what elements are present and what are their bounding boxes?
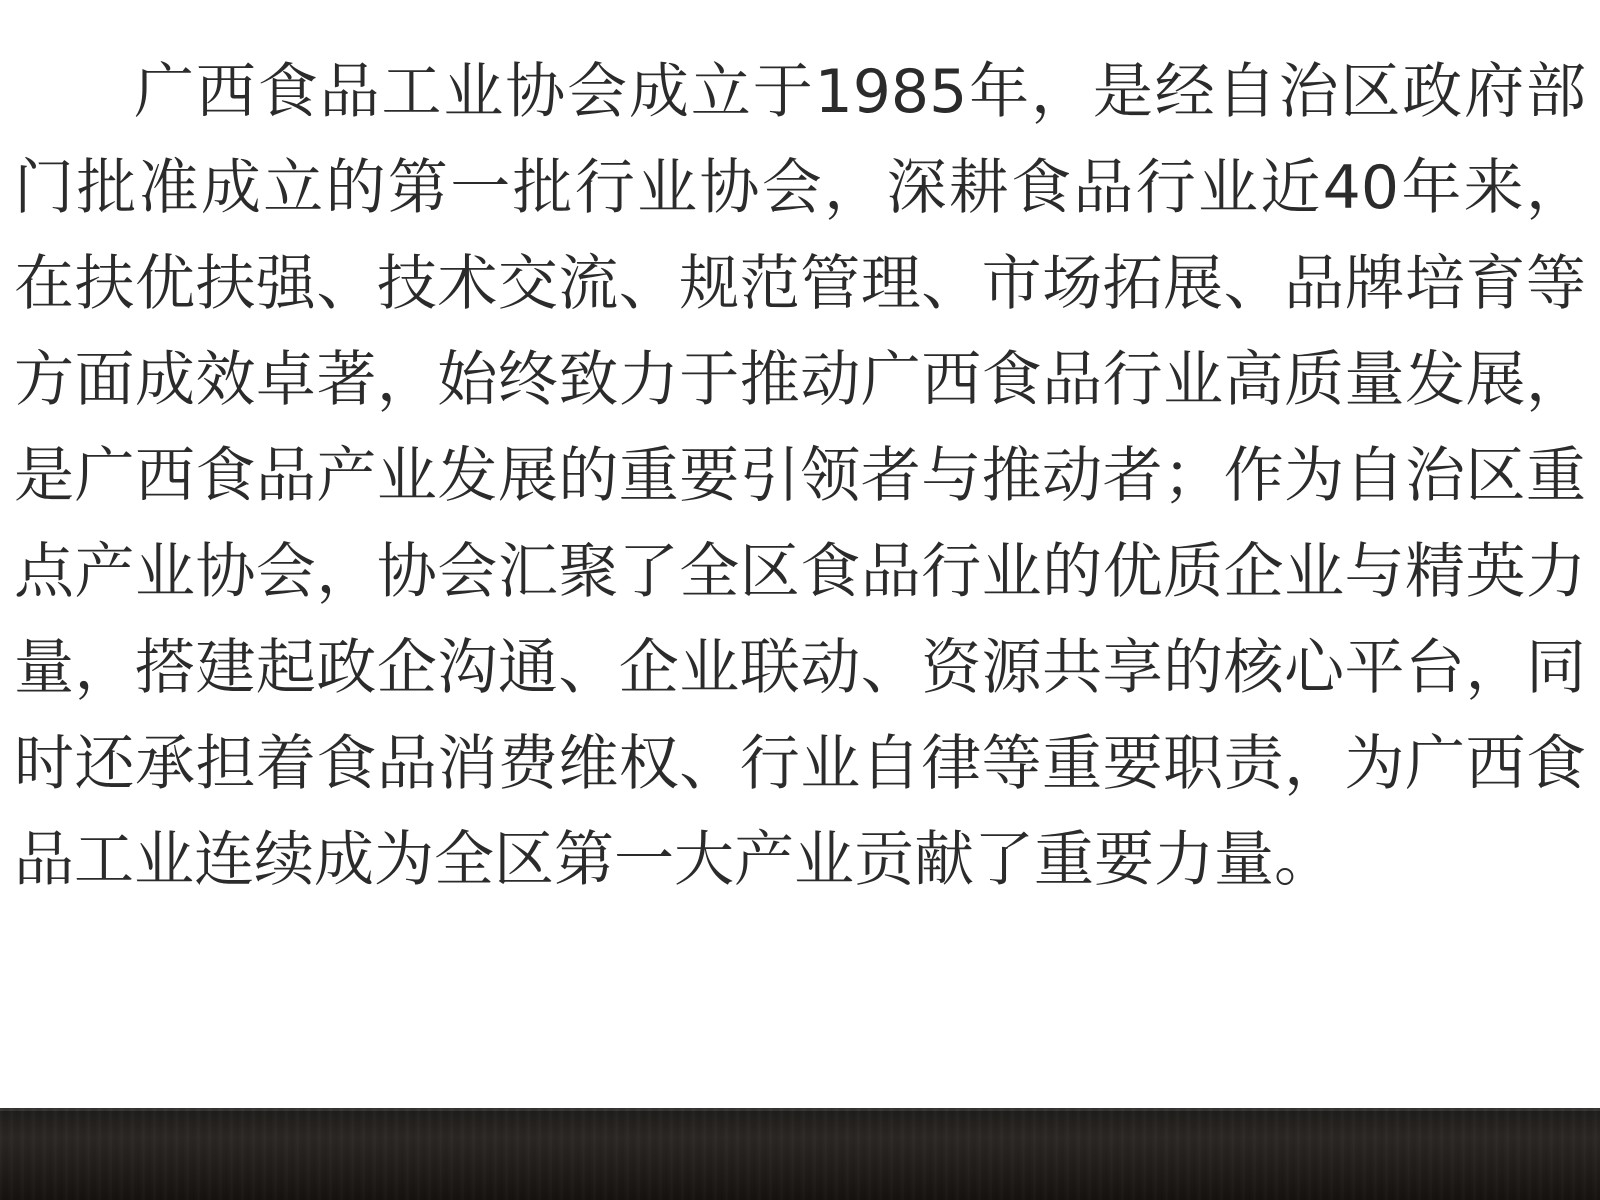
- footer-dark-bar: [0, 1108, 1600, 1200]
- footer-texture: [0, 1108, 1600, 1200]
- body-paragraph: 广西食品工业协会成立于1985年，是经自治区政府部门批准成立的第一批行业协会，深耕食品行业近40年来，在扶优扶强、技术交流、规范管理、市场拓展、品牌培育等方面成效卓著，始终致力于推动广西食品行业高质量发展，是广西食品产业发展的重要引领者与推动者；作为自治区重点产业协会，协会汇聚了全区食品行业的优质企业与精英力量，搭建起政企沟通、企业联动、资源共享的核心平台，同时还承担着食品消费维权、行业自律等重要职责，为广西食品工业连续成为全区第一大产业贡献了重要力量。: [14, 57, 1586, 895]
